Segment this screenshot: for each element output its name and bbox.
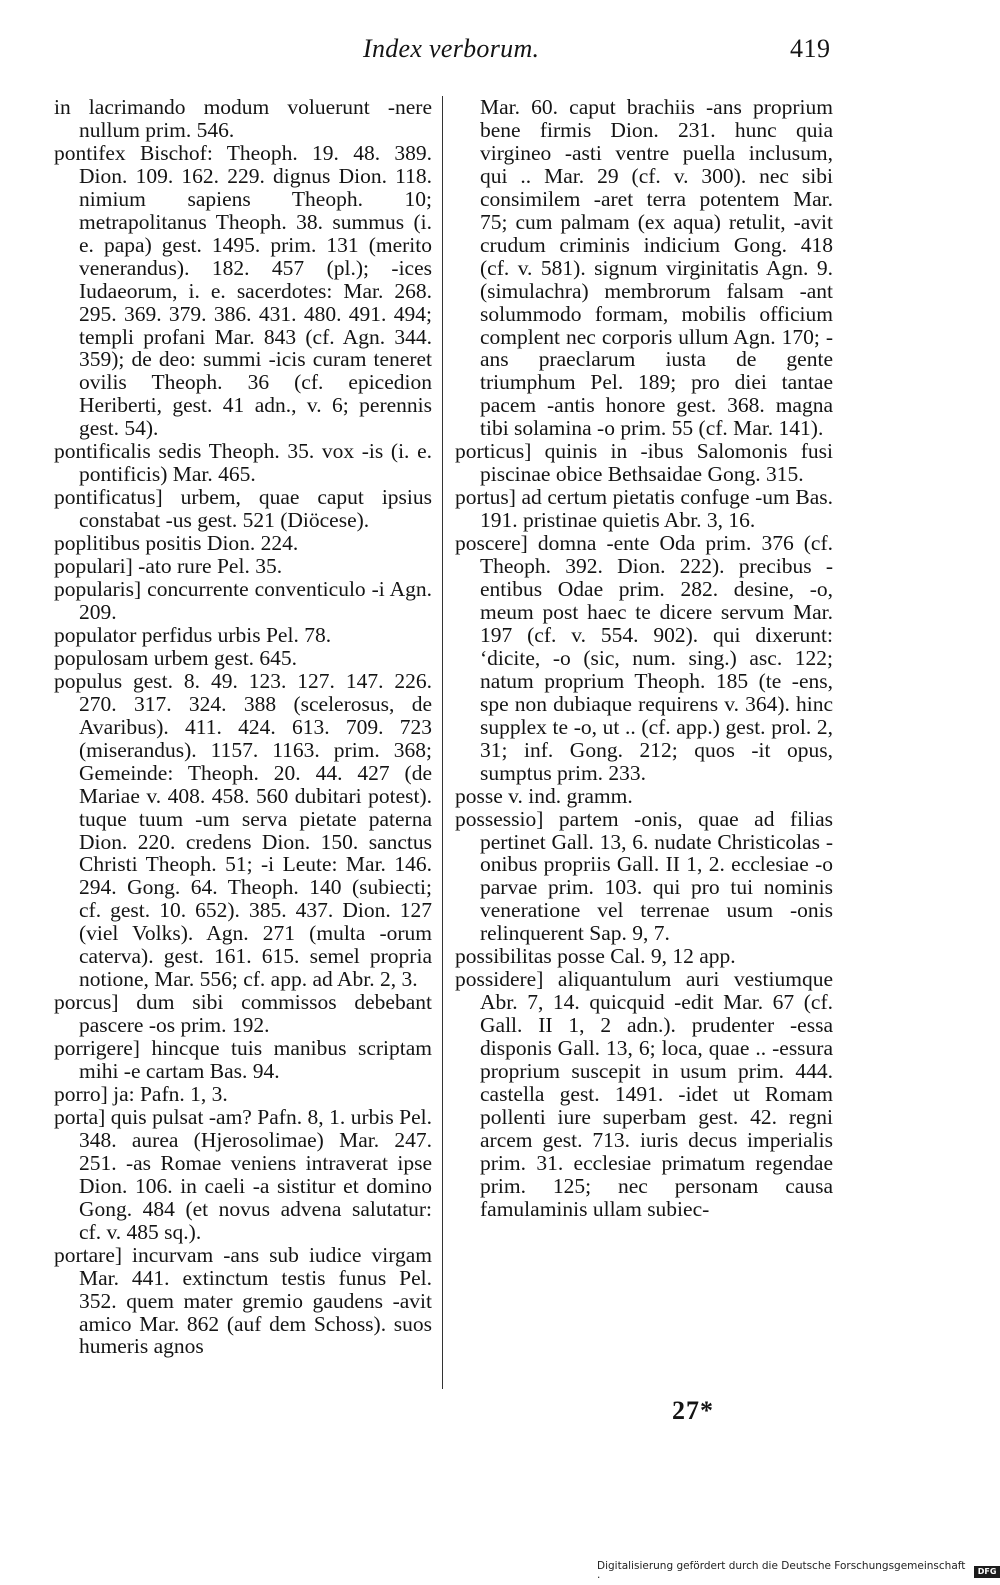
index-entry: possibilitas posse Cal. 9, 12 app.: [455, 944, 736, 969]
index-entry: portus] ad certum pietatis confuge -um Bas. 191. pristinae quietis Abr. 3, 16.: [455, 485, 833, 533]
column-divider: [442, 96, 443, 1389]
index-entry: porrigere] hincque tuis manibus scriptam mihi -e cartam Bas. 94.: [54, 1036, 432, 1084]
index-entry: in lacrimando modum voluerunt -nere nullum prim. 546.: [54, 95, 432, 142]
index-entry: porta] quis pulsat -am? Pafn. 8, 1. urbis Pel. 348. aurea (Hjerosolimae) Mar. 247. 251. -as Romae veniens intraverat ipse Dion. 106. in caeli -a sistitur et domino Gong. 484 (et novus advena salutatur: cf. v. 485 sq.).: [54, 1104, 432, 1244]
page-number: 419: [790, 34, 831, 63]
index-entry: populosam urbem gest. 645.: [54, 645, 298, 670]
index-entry: portare] incurvam -ans sub iudice virgam Mar. 441. extinctum testis funus Pel. 352. quem mater gremio gaudens -avit amico Mar. 862 (auf dem Schoss). suos humeris agnos: [54, 1242, 432, 1359]
index-entry: possessio] partem -onis, quae ad filias pertinet Gall. 13, 6. nudate Christicolas -onibus propriis Gall. II 1, 2. ecclesiae -o parvae prim. 103. qui pro tui nominis veneratione vel terrenae usum -onis relinquerent Sap. 9, 7.: [455, 806, 833, 946]
index-entry: porticus] quinis in -ibus Salomonis fusi piscinae obice Bethsaidae Gong. 315.: [455, 439, 833, 487]
index-entry: pontificatus] urbem, quae caput ipsius constabat -us gest. 521 (Diöcese).: [54, 485, 432, 533]
dfg-logo-icon: DFG: [974, 1566, 1000, 1578]
index-entry: popularis] concurrente conventiculo -i Agn. 209.: [54, 577, 432, 624]
index-column-right: [455, 96, 833, 1221]
index-entry: porro] ja: Pafn. 1, 3.: [54, 1081, 228, 1106]
index-entry: populator perfidus urbis Pel. 78.: [54, 622, 332, 647]
digitization-footer: [597, 1560, 1000, 1584]
index-entry: populari] -ato rure Pel. 35.: [54, 554, 283, 579]
index-entry: posse v. ind. gramm.: [455, 783, 633, 808]
index-entry: pontificalis sedis Theoph. 35. vox -is (i. e. pontificis) Mar. 465.: [54, 439, 432, 487]
index-entry: poplitibus positis Dion. 224.: [54, 531, 299, 556]
index-entry: pontifex Bischof: Theoph. 19. 48. 389. Dion. 109. 162. 229. dignus Dion. 118. nimium sapiens Theoph. 10; metrapolitanus Theoph. 38. summus (i. e. papa) gest. 1495. prim. 131 (merito venerandus). 182. 457 (pl.); -ices Iudaeorum, i. e. sacerdotes: Mar. 268. 295. 369. 379. 386. 431. 480. 491. 494; templi profani Mar. 843 (cf. Agn. 344. 359); de deo: summi -icis curam teneret ovilis Theoph. 36 (cf. epicedion Heriberti, gest. 41 adn., v. 6; perennis gest. 54).: [54, 140, 432, 441]
index-entry-continued: Mar. 60. caput brachiis -ans proprium bene firmis Dion. 231. hunc quia virgineo -asti ventre puella inclusum, qui .. Mar. 29 (cf. v. 300). nec sibi consimilem -aret terra potentem Mar. 75; cum palmam (ex aqua) retulit, -avit crudum criminis indicium Gong. 418 (cf. v. 581). signum virginitatis Agn. 9. (simulachra) membrorum falsam -ant solummodo formam, mobilis officium complent nec corporis ullum Agn. 170; -ans praeclarum iusta de gente triumphum Pel. 189; pro diei tantae pacem -antis honore gest. 368. magna tibi solamina -o prim. 55 (cf. Mar. 141).: [480, 95, 833, 441]
index-entry: populus gest. 8. 49. 123. 127. 147. 226. 270. 317. 324. 388 (scelerosus, de Avaribus). 411. 424. 613. 709. 723 (miserandus). 1157. 1163. prim. 368; Gemeinde: Theoph. 20. 44. 427 (de Mariae v. 408. 458. 560 dubitari potest). tuque tuum -um serva pietate paterna Dion. 220. credens Dion. 150. sanctus Christi Theoph. 51; -i Leute: Mar. 146. 294. Gong. 64. Theoph. 140 (subiecti; cf. gest. 10. 652). 385. 437. Dion. 127 (viel Volks). Agn. 271 (multa -orum caterva). gest. 161. 615. semel propria notione, Mar. 556; cf. app. ad Abr. 2, 3.: [54, 668, 432, 992]
index-entry: poscere] domna -ente Oda prim. 376 (cf. Theoph. 392. Dion. 222). precibus -entibus Odae prim. 282. desine, -o, meum post haec te dicere servum Mar. 197 (cf. v. 554. 902). qui dixerunt: ‘dicite, -o (sic, num. sing.) asc. 122; natum proprium Theoph. 185 (te -ens, spe non dubiaque requirens v. 364). hinc supplex te -o, ut .. (cf. app.) gest. prol. 2, 31; inf. Gong. 212; quos -it opus, sumptus prim. 233.: [455, 531, 833, 785]
index-entry: possidere] aliquantulum auri vestiumque Abr. 7, 14. quicquid -edit Mar. 67 (cf. Gall. II 1, 2 adn.). prudenter -essa disponis Gall. 13, 6; loca, quae .. -essura proprium suscepit in usum prim. 444. castella gest. 1491. -idet ut Romam pollenti iure superbam gest. 42. regni arcem gest. 713. iuris decus imperialis prim. 31. ecclesiae primatum regendae prim. 125; nec personam causa famulaminis ullam subiec-: [455, 967, 833, 1221]
footer-text: Digitalisierung gefördert durch die Deutsche Forschungsgemeinschaft ·: [597, 1560, 966, 1584]
index-column-left: [54, 96, 432, 1358]
signature-mark: 27*: [672, 1396, 714, 1425]
page-header-title: Index verborum.: [363, 34, 540, 63]
index-entry: porcus] dum sibi commissos debebant pascere -os prim. 192.: [54, 990, 432, 1038]
